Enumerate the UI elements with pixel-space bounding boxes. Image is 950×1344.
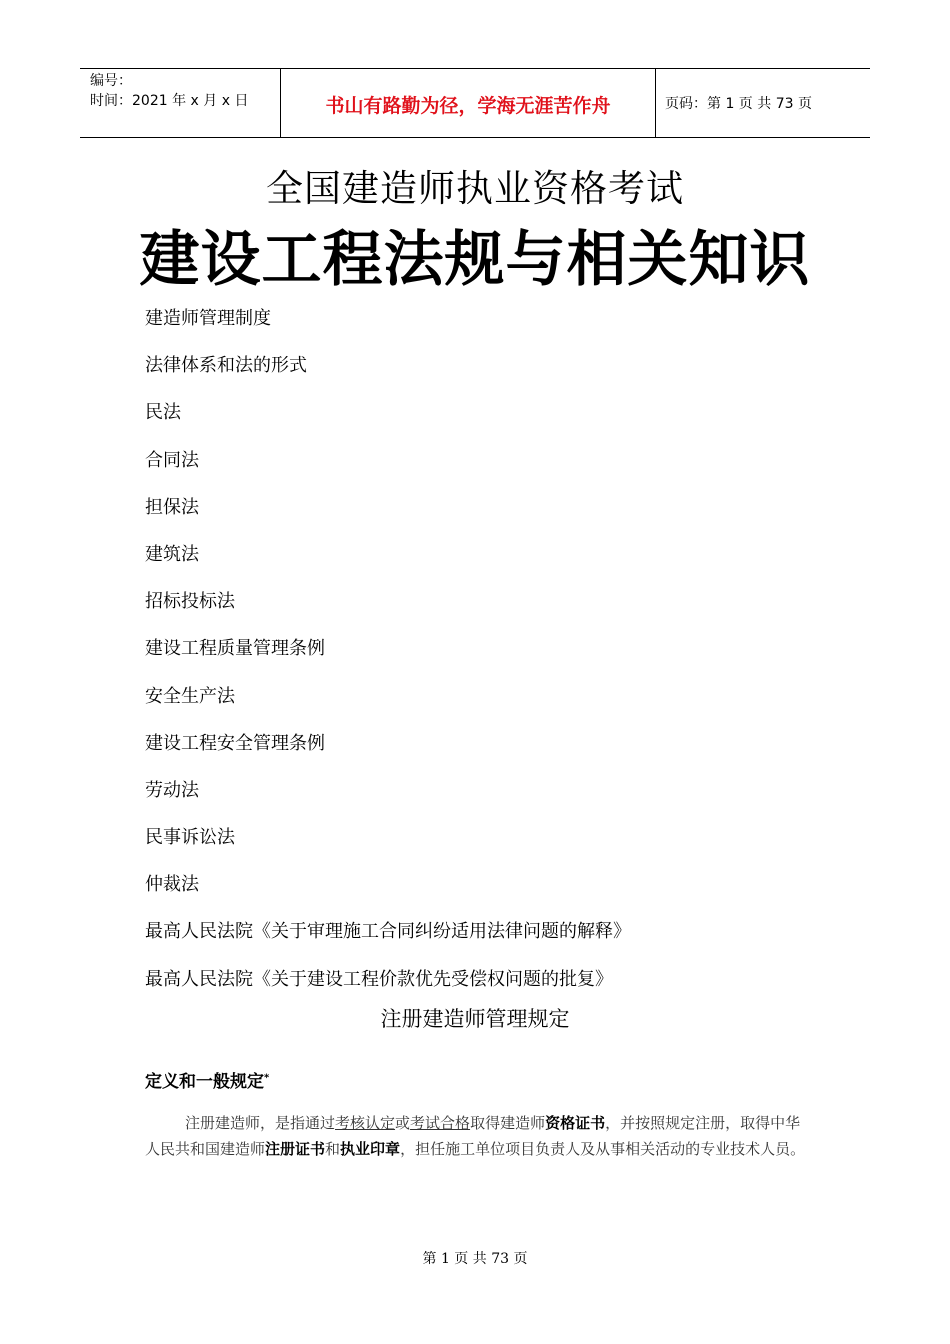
list-item: 民事诉讼法 [145,827,235,849]
serial-number-label: 编号： [90,73,132,89]
document-header [80,68,870,138]
para-text: ，担任施工单位项目负责人及从事相关活动的专业技术人员。 [400,1140,806,1158]
list-item: 担保法 [145,496,199,518]
subsection-heading-text: 定义和一般规定 [145,1072,264,1092]
bold-term: 资格证书 [545,1114,606,1132]
subsection-heading [145,1067,269,1092]
para-text: 和 [325,1140,341,1158]
motto-text: 书山有路勤为径，学海无涯苦作舟 [325,95,611,117]
list-item: 法律体系和法的形式 [145,355,307,377]
bold-term: 执业印章 [340,1140,401,1158]
header-meta-cell [80,69,280,137]
date-label: 时间：2021 年 x 月 x 日 [90,93,249,109]
list-item: 民法 [145,402,181,424]
exam-title: 全国建造师执业资格考试 [266,167,684,210]
list-item: 建设工程安全管理条例 [145,732,325,754]
list-item: 建筑法 [145,543,199,565]
list-item: 合同法 [145,449,199,471]
para-text: 注册建造师，是指通过 [185,1114,336,1132]
list-item: 劳动法 [145,779,199,801]
bold-term: 注册证书 [265,1140,326,1158]
footnote-mark: * [264,1072,270,1084]
list-item: 建设工程质量管理条例 [145,638,325,660]
definition-paragraph [145,1110,810,1162]
underlined-term: 考核认定 [335,1114,396,1132]
list-item: 招标投标法 [145,591,235,613]
para-text: 取得建造师 [470,1114,546,1132]
underlined-term: 考试合格 [410,1114,471,1132]
section-title: 注册建造师管理规定 [380,1007,570,1031]
para-text: ，并按照规定注册，取得中华人民共和国建造师 [145,1114,801,1158]
contents-list [145,302,631,1010]
para-text: 或 [395,1114,411,1132]
page-info: 页码：第 1 页 共 73 页 [665,96,812,112]
list-item: 最高人民法院《关于建设工程价款优先受偿权问题的批复》 [145,968,613,990]
page-footer: 第 1 页 共 73 页 [422,1251,528,1267]
header-motto-cell [280,69,656,137]
header-page-cell [655,69,870,137]
subject-title: 建设工程法规与相关知识 [139,225,811,295]
list-item: 最高人民法院《关于审理施工合同纠纷适用法律问题的解释》 [145,921,631,943]
list-item: 建造师管理制度 [145,308,271,329]
list-item: 仲裁法 [145,874,199,896]
list-item: 安全生产法 [145,685,235,707]
